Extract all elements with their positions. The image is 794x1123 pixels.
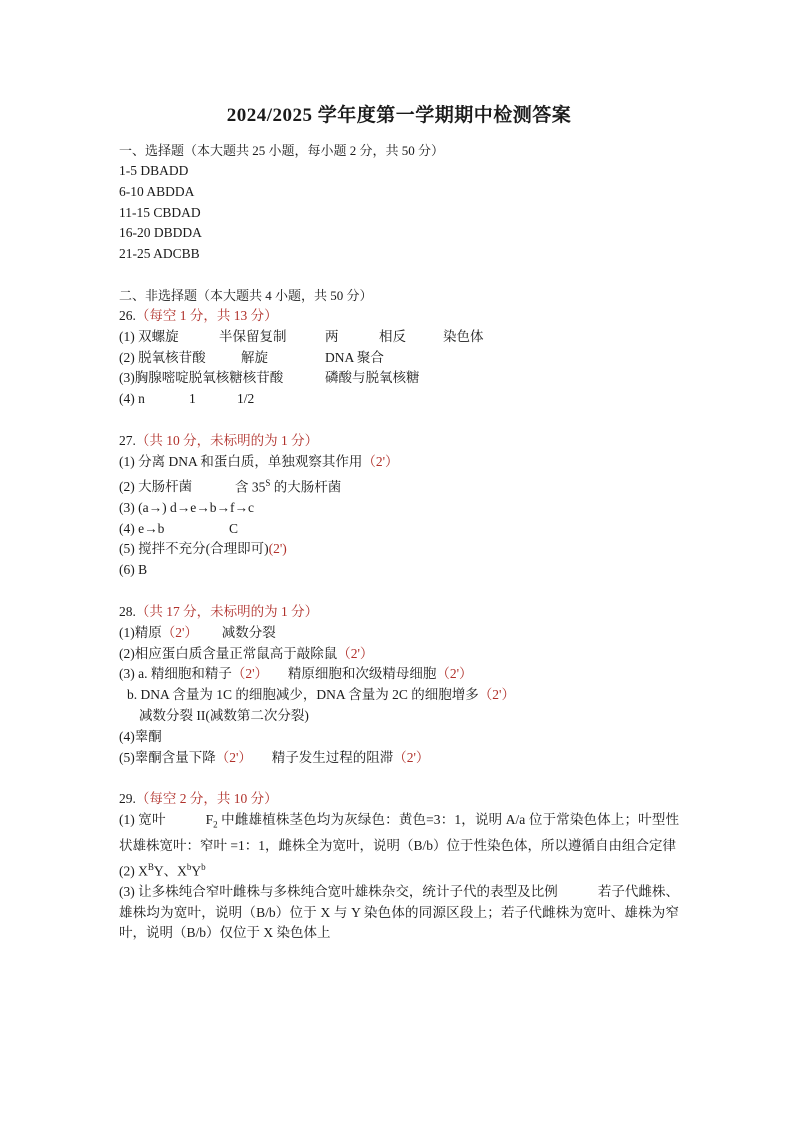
q28-number: 28. <box>119 604 136 620</box>
q28-line3 <box>119 664 679 685</box>
q28-line5 <box>119 748 679 769</box>
mc-answer-row: 11-15 CBDAD <box>119 204 201 220</box>
answer-document <box>119 100 679 944</box>
answer-text: C <box>229 520 239 536</box>
mc-answer-row: 16-20 DBDDA <box>119 225 202 241</box>
answer-text: Y <box>191 863 202 878</box>
answer-text: (3) a. 精细胞和精子 <box>119 666 232 682</box>
answer-text: 减数分裂 <box>221 624 276 640</box>
answer-text: (2) 脱氧核苷酸 <box>119 349 206 365</box>
answer-text: (4) n <box>119 391 145 407</box>
answer-text: 相反 <box>379 328 406 344</box>
mc-answer-row: 21-25 ADCBB <box>119 246 200 262</box>
answer-text: 的大肠杆菌 <box>270 479 342 495</box>
page-title: 2024/2025 学年度第一学期期中检测答案 <box>226 105 572 126</box>
q29-part3 <box>119 882 679 944</box>
q26-line4 <box>119 389 679 410</box>
answer-text: 磷酸与脱氧核糖 <box>325 370 420 386</box>
score-mark: （2'） <box>478 687 515 703</box>
superscript: B <box>147 861 154 872</box>
q26-line2 <box>119 348 679 369</box>
answer-text: F <box>205 812 214 828</box>
q27-line1 <box>119 452 679 473</box>
score-mark: （2'） <box>393 749 430 765</box>
q27-line3: (3) (a→) d→e→b→f→c <box>119 499 254 515</box>
q27-line5 <box>119 539 679 560</box>
score-mark: （2'） <box>337 645 374 661</box>
score-mark: （2'） <box>436 666 473 682</box>
q27-line4 <box>119 519 679 540</box>
answer-text: (1)精原 <box>119 624 162 640</box>
answer-text: 解旋 <box>241 349 268 365</box>
answer-text: b. DNA 含量为 1C 的细胞减少，DNA 含量为 2C 的细胞增多 <box>127 687 479 703</box>
q28-line3b <box>119 685 679 706</box>
section1-heading: 一、选择题（本大题共 25 小题，每小题 2 分，共 50 分） <box>119 143 445 158</box>
q26-line3 <box>119 368 679 389</box>
q27-line2 <box>119 473 679 498</box>
q27-note: （共 10 分，未标明的为 1 分） <box>135 432 319 448</box>
answer-text: 半保留复制 <box>219 328 287 344</box>
answer-text: DNA 聚合 <box>325 349 384 365</box>
answer-text: 1 <box>189 391 196 407</box>
answer-text: (2)相应蛋白质含量正常鼠高于敲除鼠 <box>119 645 338 661</box>
q28-line2 <box>119 644 679 665</box>
mc-answer-row: 6-10 ABDDA <box>119 183 195 199</box>
q28-line1 <box>119 623 679 644</box>
score-mark: （2'） <box>215 749 252 765</box>
q26-note: （每空 1 分，共 13 分） <box>135 307 278 323</box>
answer-text: (5)睾酮含量下降 <box>119 749 216 765</box>
answer-text: (3) 让多株纯合窄叶雌株与多株纯合宽叶雄株杂交，统计子代的表型及比例 <box>119 883 558 899</box>
answer-text: 精子发生过程的阻滞 <box>271 749 394 765</box>
answer-text: 若子代雌株、雄株均为宽叶，说明（B/b）位于 X 与 Y 染色体的同源区段上；若子代雌株为宽叶、雄株为窄叶，说明（B/b）仅位于 X 染色体上 <box>119 883 679 941</box>
answer-text: (4) e→b <box>119 520 165 536</box>
answer-text: (3)胸腺嘧啶脱氧核糖核苷酸 <box>119 370 284 386</box>
q26-header <box>119 306 679 327</box>
superscript: S <box>265 477 271 488</box>
section2-heading: 二、非选择题（本大题共 4 小题，共 50 分） <box>119 287 373 303</box>
q29-part2 <box>119 857 679 882</box>
answer-text: (1) 宽叶 <box>119 812 166 828</box>
q29-part1 <box>119 810 679 856</box>
score-mark: (2') <box>268 541 287 557</box>
answer-text: 含 35 <box>235 479 266 495</box>
answer-text: (2) X <box>119 863 148 878</box>
q26-number: 26. <box>119 307 136 323</box>
superscript: b <box>201 861 206 872</box>
q29-header <box>119 789 679 810</box>
answer-text: (1) 分离 DNA 和蛋白质，单独观察其作用 <box>119 453 363 469</box>
score-mark: （2'） <box>362 453 399 469</box>
q28-header <box>119 602 679 623</box>
answer-text: Y、X <box>153 863 187 878</box>
subscript: 2 <box>213 819 218 830</box>
superscript: b <box>186 861 192 872</box>
q29-note: （每空 2 分，共 10 分） <box>135 791 278 807</box>
answer-text: (1) 双螺旋 <box>119 328 179 344</box>
q28-line3c: 减数分裂 II(减数第二次分裂) <box>139 708 309 724</box>
answer-text: 精原细胞和次级精母细胞 <box>287 666 437 682</box>
answer-text: 染色体 <box>443 328 484 344</box>
q27-line6: (6) B <box>119 562 148 578</box>
answer-text: (2) 大肠杆菌 <box>119 479 193 495</box>
q27-number: 27. <box>119 432 136 448</box>
answer-text: 中雌雄植株茎色均为灰绿色：黄色=3：1，说明 A/a 位于常染色体上；叶型性状雄株宽叶：窄叶 =1：1，雌株全为宽叶，说明（B/b）位于性染色体，所以遵循自由组合定律 <box>119 812 679 853</box>
score-mark: （2'） <box>161 624 198 640</box>
score-mark: （2'） <box>231 666 269 682</box>
answer-text: (5) 搅拌不充分(合理即可) <box>119 541 269 557</box>
q26-line1 <box>119 327 679 348</box>
q28-line4: (4)睾酮 <box>119 728 162 744</box>
q27-header <box>119 431 679 452</box>
q29-number: 29. <box>119 791 136 807</box>
answer-text: 两 <box>325 328 339 344</box>
answer-text: 1/2 <box>237 391 255 407</box>
mc-answer-row: 1-5 DBADD <box>119 163 189 178</box>
q28-note: （共 17 分，未标明的为 1 分） <box>135 604 319 620</box>
